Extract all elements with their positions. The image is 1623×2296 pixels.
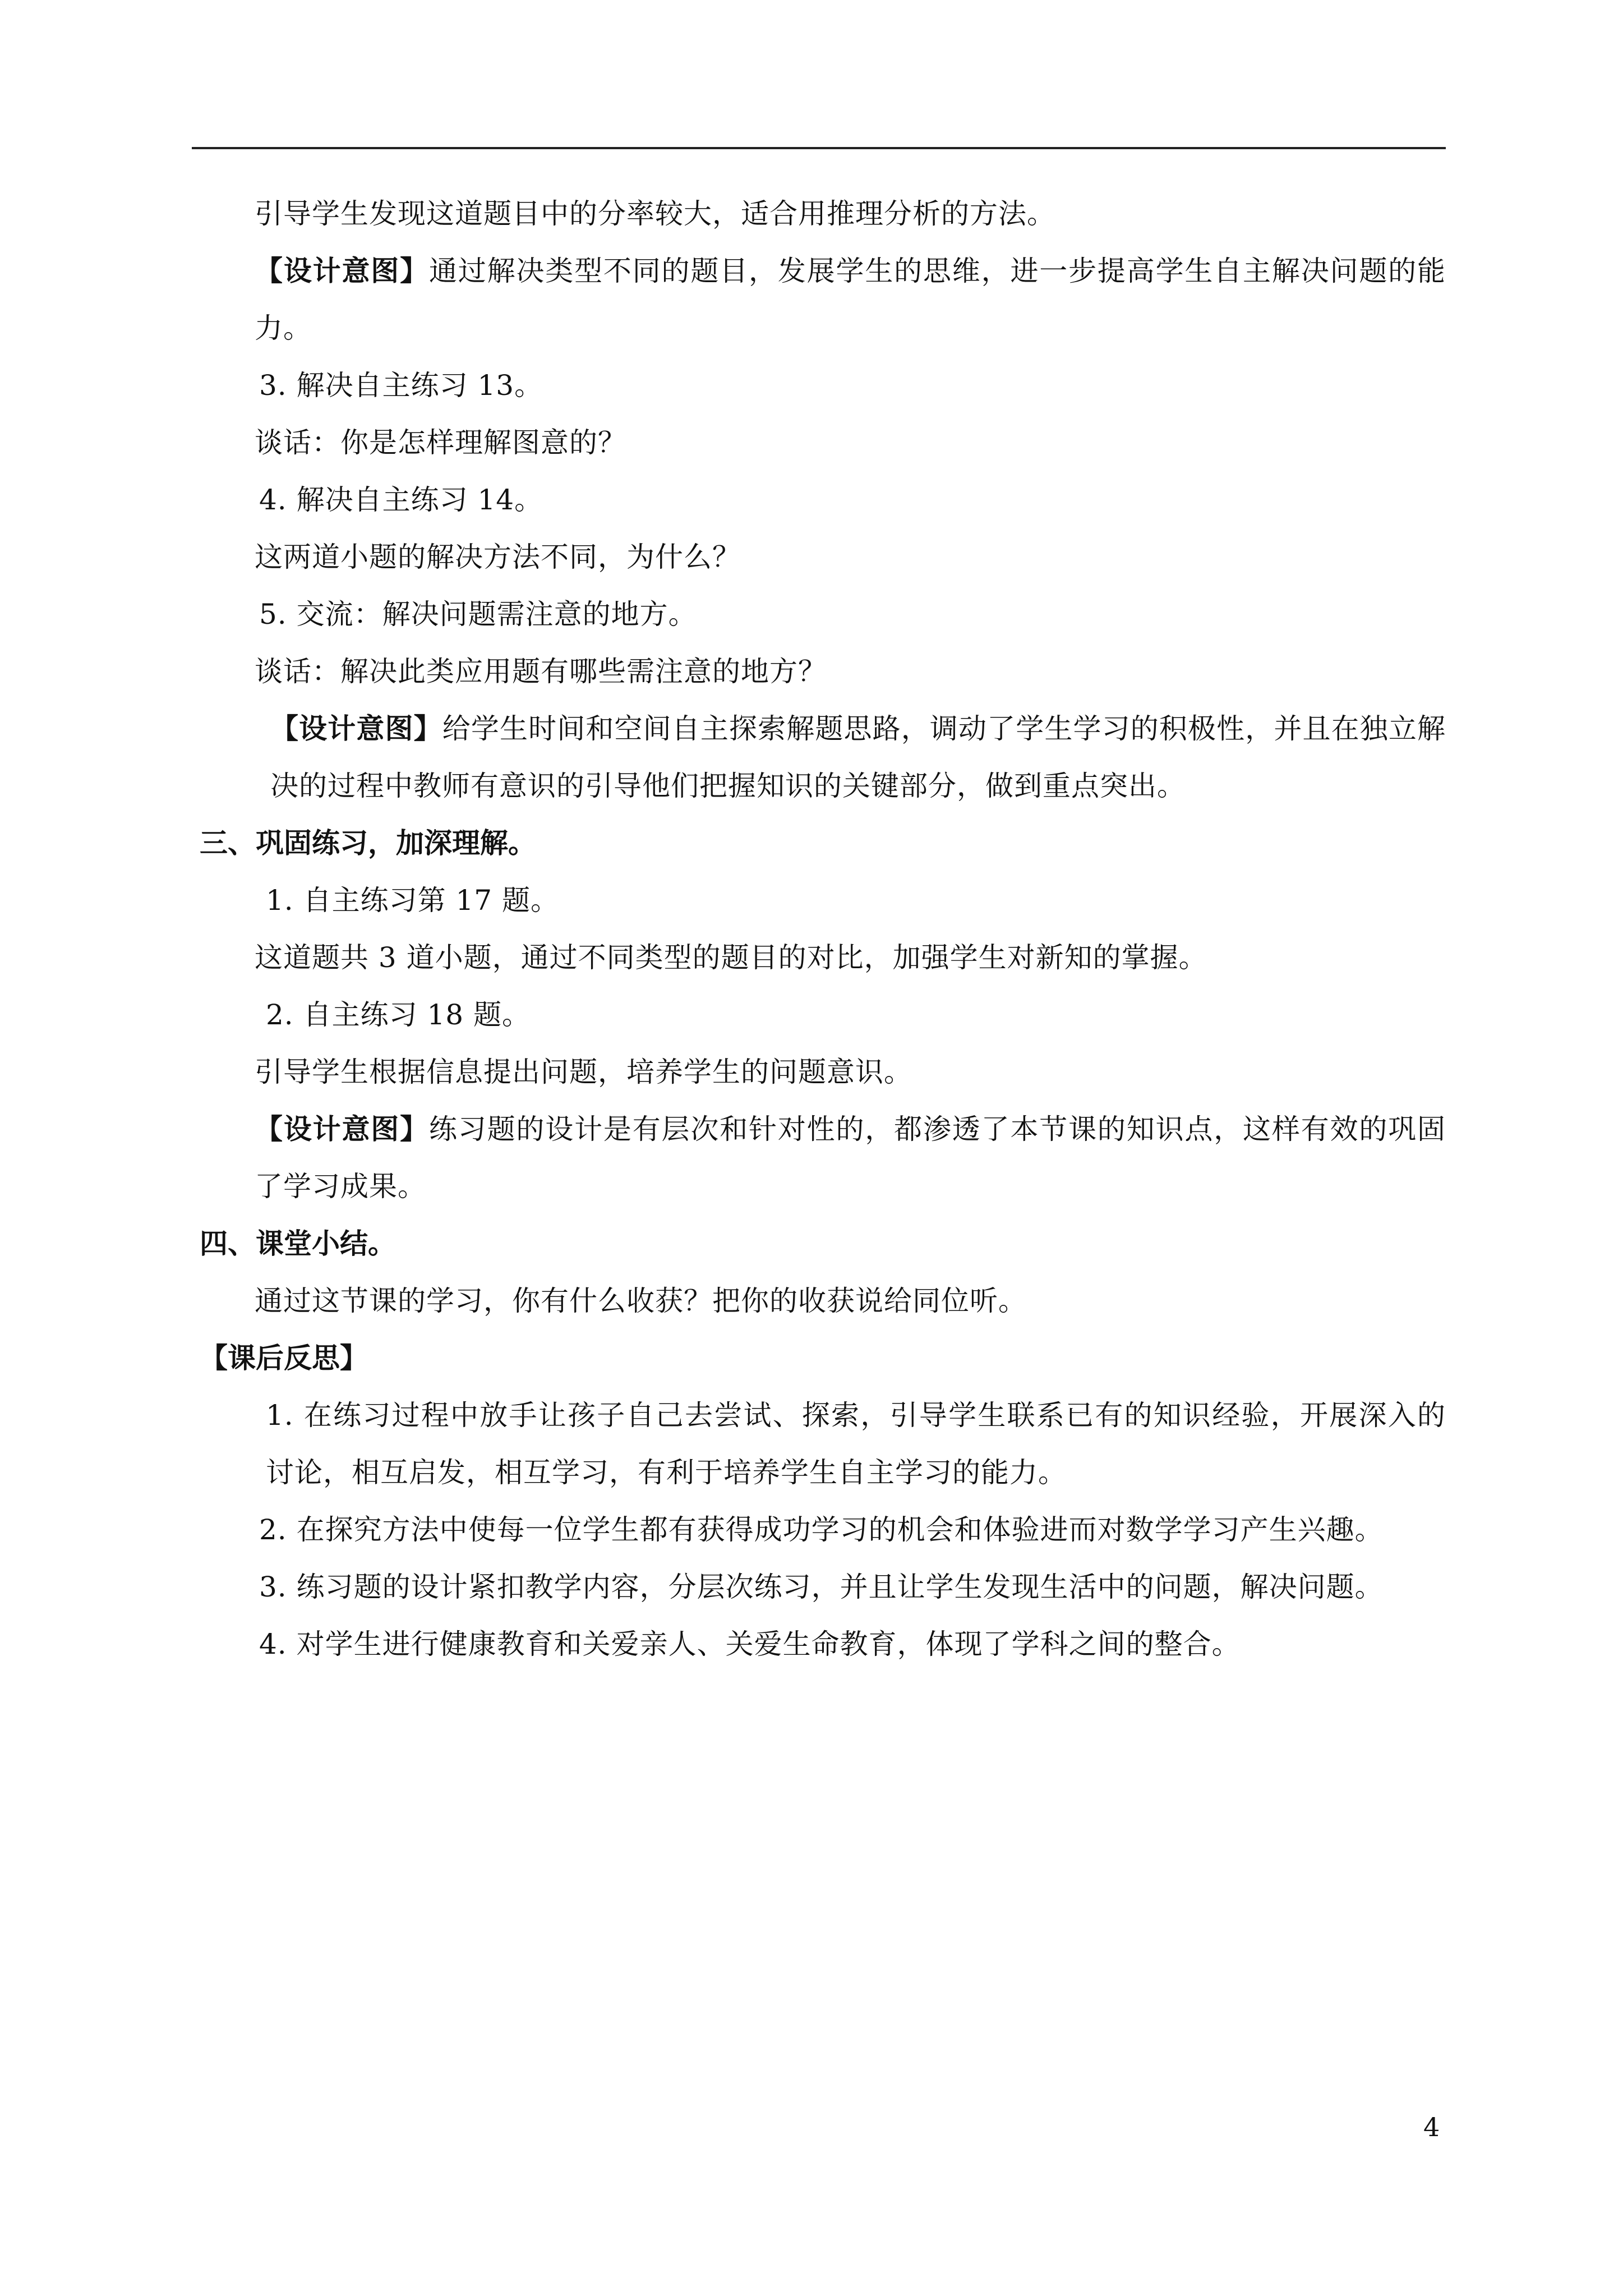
page-number: 4: [1423, 2112, 1440, 2142]
list-item: 5. 交流：解决问题需注意的地方。: [259, 598, 697, 631]
design-intent-text: 通过解决类型不同的题目，发展学生的思维，进一步提高学生自主解决问题的能力。: [255, 255, 1446, 344]
list-item: 4. 解决自主练习 14。: [259, 484, 543, 516]
reflection-item: 1. 在练习过程中放手让孩子自己去尝试、探索，引导学生联系已有的知识经验，开展深入的讨论，相互启发，相互学习，有利于培养学生自主学习的能力。: [266, 1399, 1446, 1489]
paragraph-line: 谈话：你是怎样理解图意的？: [255, 426, 626, 459]
design-intent-paragraph: [200, 1101, 1446, 1215]
reflection-item: 3. 练习题的设计紧扣教学内容，分层次练习，并且让学生发现生活中的问题，解决问题。: [259, 1571, 1384, 1603]
design-intent-paragraph: [200, 242, 1446, 357]
list-item: 1. 自主练习第 17 题。: [266, 884, 560, 917]
paragraph-line: 引导学生发现这道题目中的分率较大，适合用推理分析的方法。: [255, 197, 1055, 230]
reflection-heading: 【课后反思】: [200, 1341, 368, 1374]
design-intent-text: 练习题的设计是有层次和针对性的，都渗透了本节课的知识点，这样有效的巩固了学习成果。: [255, 1113, 1446, 1203]
reflection-item: 2. 在探究方法中使每一位学生都有获得成功学习的机会和体验进而对数学学习产生兴趣。: [259, 1513, 1384, 1546]
paragraph-line: 通过这节课的学习，你有什么收获？把你的收获说给同位听。: [255, 1285, 1027, 1317]
paragraph-line: 这两道小题的解决方法不同，为什么？: [255, 541, 741, 573]
reflection-item: 4. 对学生进行健康教育和关爱亲人、关爱生命教育，体现了学科之间的整合。: [259, 1628, 1241, 1660]
design-intent-label: 【设计意图】: [255, 1112, 429, 1145]
design-intent-text: 给学生时间和空间自主探索解题思路，调动了学生学习的积极性，并且在独立解决的过程中教师有意识的引导他们把握知识的关键部分，做到重点突出。: [270, 712, 1446, 802]
page-content: [200, 185, 1446, 1673]
section-heading: 三、巩固练习，加深理解。: [200, 826, 536, 859]
list-item: 2. 自主练习 18 题。: [266, 999, 531, 1031]
section-heading: 四、课堂小结。: [200, 1227, 396, 1260]
design-intent-label: 【设计意图】: [255, 254, 429, 287]
header-rule: [192, 147, 1446, 149]
design-intent-label: 【设计意图】: [270, 712, 442, 745]
design-intent-paragraph: [200, 700, 1446, 815]
paragraph-line: 谈话：解决此类应用题有哪些需注意的地方？: [255, 655, 827, 688]
paragraph-line: 引导学生根据信息提出问题，培养学生的问题意识。: [255, 1056, 912, 1088]
paragraph-line: 这道题共 3 道小题，通过不同类型的题目的对比，加强学生对新知的掌握。: [255, 941, 1207, 974]
list-item: 3. 解决自主练习 13。: [259, 369, 543, 402]
